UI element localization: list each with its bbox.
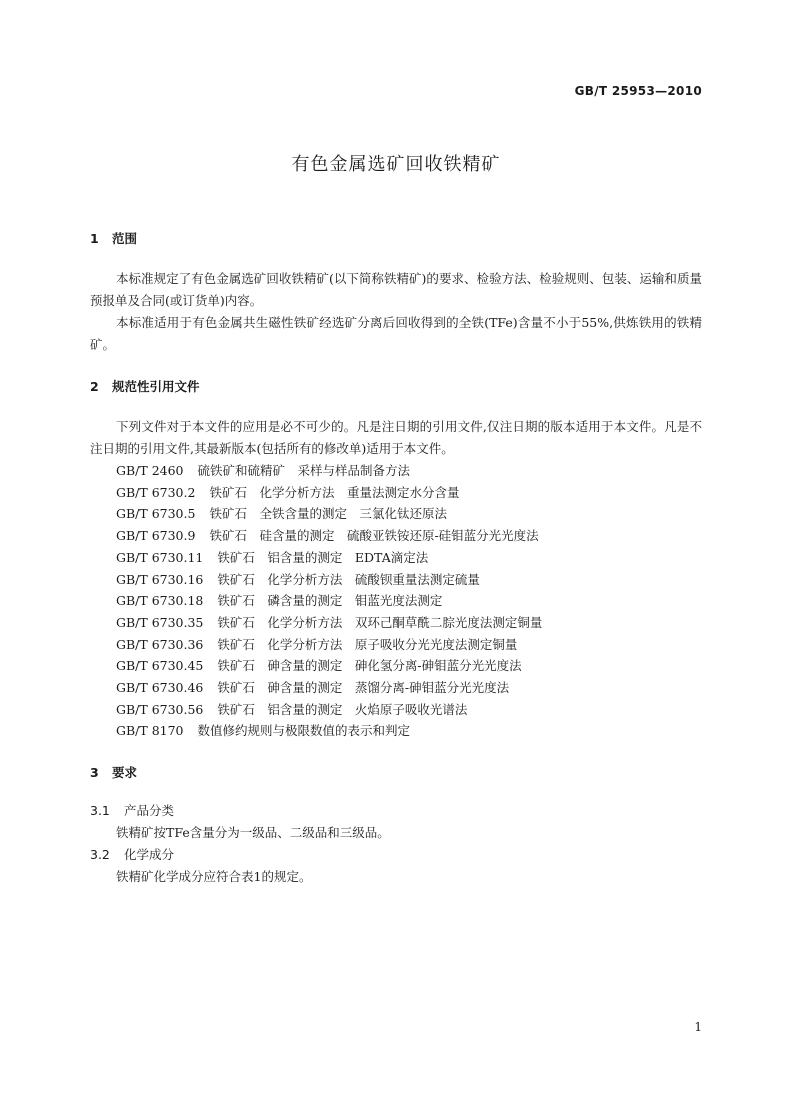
section-title: 规范性引用文件 <box>112 379 200 394</box>
section-heading-requirements <box>90 762 702 784</box>
reference-item <box>90 720 702 742</box>
section-heading-scope <box>90 228 702 250</box>
subsection-title: 化学成分 <box>124 847 175 863</box>
section-number: 3 <box>90 765 99 781</box>
reference-code: GB/T 6730.45 <box>116 658 204 674</box>
reference-title: 铁矿石 铝含量的测定 火焰原子吸收光谱法 <box>217 701 468 717</box>
reference-code: GB/T 6730.2 <box>116 484 196 500</box>
reference-title: 铁矿石 化学分析方法 硫酸钡重量法测定硫量 <box>217 571 480 587</box>
reference-title: 铁矿石 磷含量的测定 钼蓝光度法测定 <box>217 593 443 609</box>
reference-code: GB/T 6730.18 <box>116 593 204 609</box>
subsection-heading-chemical-composition <box>90 844 702 866</box>
reference-item <box>90 569 702 591</box>
reference-title: 数值修约规则与极限数值的表示和判定 <box>197 723 411 739</box>
standard-number: GB/T 25953—2010 <box>574 84 702 98</box>
reference-title: 铁矿石 化学分析方法 重量法测定水分含量 <box>209 484 460 500</box>
subsection-number: 3.1 <box>90 803 110 819</box>
reference-list <box>90 460 702 742</box>
section-heading-normative-refs <box>90 376 702 398</box>
reference-code: GB/T 6730.11 <box>116 549 204 565</box>
reference-title: 铁矿石 砷含量的测定 砷化氢分离-砷钼蓝分光光度法 <box>217 658 522 674</box>
document-body <box>90 228 702 888</box>
reference-item <box>90 699 702 721</box>
reference-item <box>90 503 702 525</box>
reference-title: 铁矿石 化学分析方法 双环己酮草酰二腙光度法测定铜量 <box>217 614 543 630</box>
page-number: 1 <box>694 1020 702 1034</box>
reference-code: GB/T 2460 <box>116 463 184 478</box>
reference-item <box>90 612 702 634</box>
reference-item <box>90 634 702 656</box>
reference-code: GB/T 6730.35 <box>116 614 204 630</box>
chemical-composition-text: 铁精矿化学成分应符合表1的规定。 <box>116 869 312 885</box>
reference-code: GB/T 6730.46 <box>116 680 204 696</box>
subsection-title: 产品分类 <box>124 803 175 819</box>
product-class-text: 铁精矿按TFe含量分为一级品、二级品和三级品。 <box>116 825 390 841</box>
section-title: 要求 <box>112 765 138 781</box>
reference-item <box>90 482 702 504</box>
section-title: 范围 <box>112 231 138 246</box>
scope-paragraph-1: 本标准规定了有色金属选矿回收铁精矿(以下简称铁精矿)的要求、检验方法、检验规则、包装、运输和质量预报单及合同(或订货单)内容。 <box>90 271 702 308</box>
reference-item <box>90 590 702 612</box>
reference-title: 铁矿石 化学分析方法 原子吸收分光光度法测定铜量 <box>217 636 518 652</box>
reference-title: 硫铁矿和硫精矿 采样与样品制备方法 <box>197 463 411 478</box>
spacer <box>90 742 702 762</box>
spacer <box>90 784 702 800</box>
reference-title: 铁矿石 砷含量的测定 蒸馏分离-砷钼蓝分光光度法 <box>217 680 510 696</box>
spacer <box>90 250 702 268</box>
reference-code: GB/T 6730.9 <box>116 528 196 544</box>
reference-item <box>90 547 702 569</box>
subsection-heading-product-class <box>90 800 702 822</box>
section-number: 1 <box>90 231 99 246</box>
reference-title: 铁矿石 铝含量的测定 EDTA滴定法 <box>217 549 429 565</box>
reference-title: 铁矿石 硅含量的测定 硫酸亚铁铵还原-硅钼蓝分光光度法 <box>209 528 539 544</box>
spacer <box>90 398 702 416</box>
reference-item <box>90 655 702 677</box>
reference-code: GB/T 8170 <box>116 723 184 739</box>
reference-code: GB/T 6730.56 <box>116 701 204 717</box>
spacer <box>90 356 702 376</box>
normative-refs-intro: 下列文件对于本文件的应用是必不可少的。凡是注日期的引用文件,仅注日期的版本适用于本文件。凡是不注日期的引用文件,其最新版本(包括所有的修改单)适用于本文件。 <box>90 419 702 456</box>
reference-title: 铁矿石 全铁含量的测定 三氯化钛还原法 <box>209 506 447 522</box>
reference-item <box>90 460 702 482</box>
reference-item <box>90 677 702 699</box>
reference-code: GB/T 6730.36 <box>116 636 204 652</box>
reference-item <box>90 525 702 547</box>
document-title: 有色金属选矿回收铁精矿 <box>291 154 501 175</box>
subsection-number: 3.2 <box>90 847 110 863</box>
reference-code: GB/T 6730.5 <box>116 506 196 522</box>
scope-paragraph-2: 本标准适用于有色金属共生磁性铁矿经选矿分离后回收得到的全铁(TFe)含量不小于55%,供炼铁用的铁精矿。 <box>90 315 702 352</box>
section-number: 2 <box>90 379 99 394</box>
reference-code: GB/T 6730.16 <box>116 571 204 587</box>
